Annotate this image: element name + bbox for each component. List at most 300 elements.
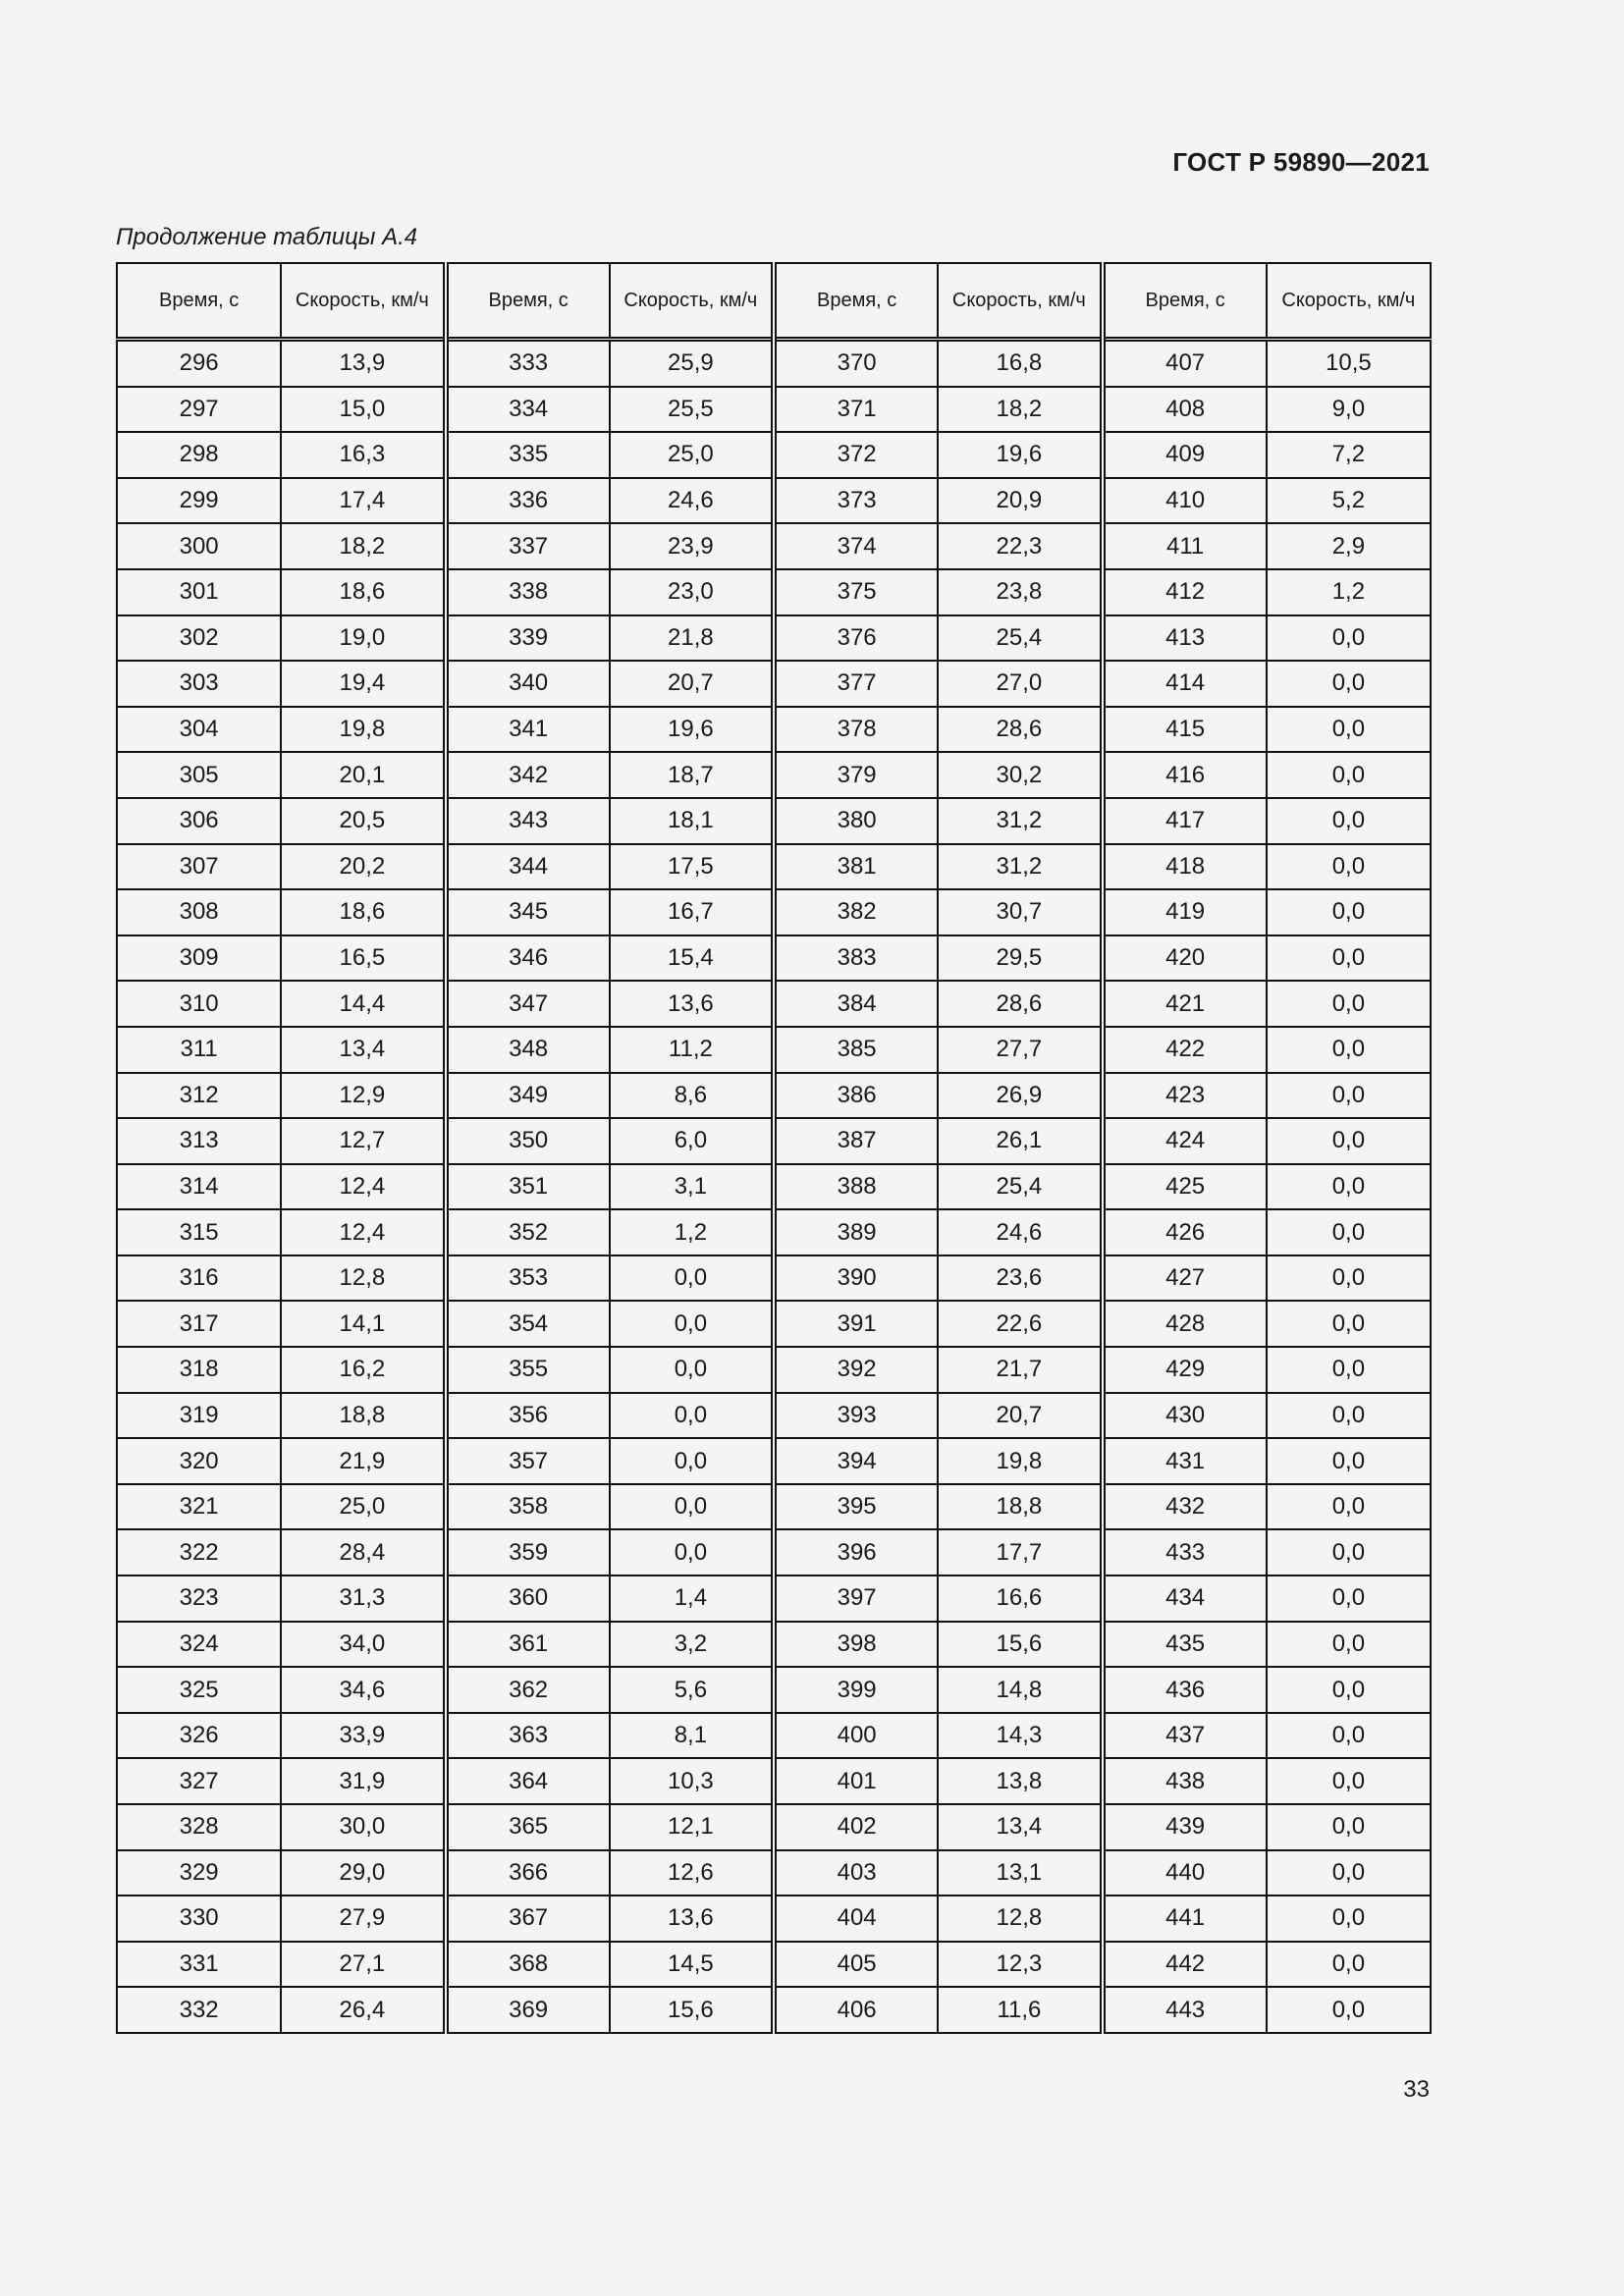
cell-time: 326 [117,1713,281,1759]
cell-speed: 21,7 [938,1347,1102,1393]
cell-time: 403 [774,1850,938,1896]
cell-time: 301 [117,569,281,615]
cell-speed: 0,0 [1267,1896,1431,1942]
cell-speed: 18,2 [281,523,445,569]
cell-time: 317 [117,1301,281,1347]
cell-speed: 31,9 [281,1758,445,1804]
cell-speed: 19,6 [610,707,774,753]
cell-speed: 27,7 [938,1027,1102,1073]
cell-speed: 3,2 [610,1622,774,1668]
cell-time: 405 [774,1942,938,1988]
cell-speed: 23,9 [610,523,774,569]
cell-time: 434 [1103,1575,1267,1622]
cell-time: 347 [446,981,610,1027]
cell-time: 430 [1103,1393,1267,1439]
cell-time: 422 [1103,1027,1267,1073]
cell-speed: 16,2 [281,1347,445,1393]
cell-speed: 25,4 [938,1164,1102,1210]
cell-speed: 34,6 [281,1667,445,1713]
cell-time: 319 [117,1393,281,1439]
cell-time: 388 [774,1164,938,1210]
cell-time: 429 [1103,1347,1267,1393]
table-row [117,569,1431,615]
cell-time: 439 [1103,1804,1267,1850]
cell-time: 351 [446,1164,610,1210]
cell-time: 364 [446,1758,610,1804]
cell-speed: 25,0 [610,432,774,478]
cell-speed: 0,0 [1267,935,1431,982]
cell-time: 313 [117,1118,281,1164]
table-row [117,844,1431,890]
cell-time: 321 [117,1484,281,1530]
cell-speed: 0,0 [1267,1942,1431,1988]
cell-speed: 29,0 [281,1850,445,1896]
cell-time: 327 [117,1758,281,1804]
cell-time: 416 [1103,752,1267,798]
table-row [117,1622,1431,1668]
cell-speed: 21,8 [610,615,774,662]
cell-speed: 0,0 [1267,752,1431,798]
cell-time: 325 [117,1667,281,1713]
table-row [117,1347,1431,1393]
cell-speed: 11,6 [938,1987,1102,2033]
cell-time: 379 [774,752,938,798]
cell-time: 332 [117,1987,281,2033]
table-row [117,1850,1431,1896]
cell-speed: 12,4 [281,1164,445,1210]
cell-speed: 17,7 [938,1529,1102,1575]
cell-time: 303 [117,661,281,707]
cell-time: 427 [1103,1255,1267,1302]
cell-time: 404 [774,1896,938,1942]
cell-time: 394 [774,1438,938,1484]
cell-speed: 10,3 [610,1758,774,1804]
cell-time: 365 [446,1804,610,1850]
header-time: Время, с [774,263,938,340]
table-row [117,1942,1431,1988]
cell-speed: 0,0 [1267,798,1431,844]
cell-speed: 24,6 [938,1209,1102,1255]
cell-time: 415 [1103,707,1267,753]
cell-speed: 12,7 [281,1118,445,1164]
table-row [117,1713,1431,1759]
cell-time: 369 [446,1987,610,2033]
cell-time: 374 [774,523,938,569]
table-row [117,1255,1431,1302]
cell-time: 308 [117,889,281,935]
cell-time: 375 [774,569,938,615]
cell-speed: 7,2 [1267,432,1431,478]
cell-speed: 9,0 [1267,387,1431,433]
cell-speed: 0,0 [1267,615,1431,662]
cell-speed: 12,6 [610,1850,774,1896]
cell-speed: 8,1 [610,1713,774,1759]
cell-time: 420 [1103,935,1267,982]
table-row [117,1575,1431,1622]
cell-time: 362 [446,1667,610,1713]
cell-speed: 1,2 [610,1209,774,1255]
cell-time: 367 [446,1896,610,1942]
cell-speed: 19,6 [938,432,1102,478]
cell-speed: 0,0 [1267,661,1431,707]
cell-time: 407 [1103,340,1267,387]
cell-time: 431 [1103,1438,1267,1484]
cell-speed: 0,0 [610,1529,774,1575]
cell-speed: 0,0 [610,1255,774,1302]
cell-time: 389 [774,1209,938,1255]
header-time: Время, с [446,263,610,340]
cell-speed: 5,6 [610,1667,774,1713]
cell-time: 335 [446,432,610,478]
cell-speed: 14,8 [938,1667,1102,1713]
cell-time: 307 [117,844,281,890]
cell-speed: 0,0 [1267,1575,1431,1622]
cell-time: 299 [117,478,281,524]
cell-speed: 28,4 [281,1529,445,1575]
cell-time: 413 [1103,615,1267,662]
cell-time: 409 [1103,432,1267,478]
cell-time: 384 [774,981,938,1027]
cell-speed: 0,0 [1267,1804,1431,1850]
cell-speed: 16,8 [938,340,1102,387]
cell-speed: 28,6 [938,981,1102,1027]
cell-speed: 16,7 [610,889,774,935]
cell-speed: 16,6 [938,1575,1102,1622]
cell-time: 406 [774,1987,938,2033]
data-table-container [116,262,1430,2034]
header-time: Время, с [1103,263,1267,340]
cell-speed: 0,0 [1267,1484,1431,1530]
cell-time: 412 [1103,569,1267,615]
cell-speed: 31,3 [281,1575,445,1622]
cell-time: 418 [1103,844,1267,890]
cell-time: 336 [446,478,610,524]
cell-time: 440 [1103,1850,1267,1896]
cell-speed: 19,4 [281,661,445,707]
cell-time: 361 [446,1622,610,1668]
cell-time: 408 [1103,387,1267,433]
cell-speed: 25,9 [610,340,774,387]
cell-speed: 5,2 [1267,478,1431,524]
cell-time: 344 [446,844,610,890]
cell-speed: 28,6 [938,707,1102,753]
table-row [117,1073,1431,1119]
cell-time: 397 [774,1575,938,1622]
table-header-row [117,263,1431,340]
table-row [117,478,1431,524]
cell-speed: 24,6 [610,478,774,524]
cell-speed: 15,6 [938,1622,1102,1668]
cell-speed: 0,0 [1267,889,1431,935]
cell-speed: 18,1 [610,798,774,844]
cell-time: 333 [446,340,610,387]
cell-speed: 26,1 [938,1118,1102,1164]
cell-time: 302 [117,615,281,662]
cell-speed: 18,6 [281,889,445,935]
cell-time: 414 [1103,661,1267,707]
cell-time: 410 [1103,478,1267,524]
cell-speed: 0,0 [1267,1209,1431,1255]
cell-speed: 20,1 [281,752,445,798]
cell-time: 312 [117,1073,281,1119]
cell-speed: 20,7 [610,661,774,707]
cell-time: 345 [446,889,610,935]
table-row [117,1301,1431,1347]
cell-speed: 29,5 [938,935,1102,982]
cell-speed: 12,8 [938,1896,1102,1942]
cell-time: 392 [774,1347,938,1393]
cell-time: 311 [117,1027,281,1073]
cell-speed: 16,5 [281,935,445,982]
cell-time: 376 [774,615,938,662]
cell-time: 328 [117,1804,281,1850]
cell-speed: 0,0 [1267,1118,1431,1164]
time-speed-table [116,262,1432,2034]
cell-time: 323 [117,1575,281,1622]
cell-time: 417 [1103,798,1267,844]
cell-time: 372 [774,432,938,478]
cell-speed: 18,6 [281,569,445,615]
cell-time: 318 [117,1347,281,1393]
cell-speed: 12,8 [281,1255,445,1302]
cell-time: 426 [1103,1209,1267,1255]
cell-speed: 27,1 [281,1942,445,1988]
cell-time: 337 [446,523,610,569]
cell-time: 298 [117,432,281,478]
header-speed: Скорость, км/ч [1267,263,1431,340]
cell-time: 358 [446,1484,610,1530]
cell-speed: 0,0 [1267,707,1431,753]
cell-speed: 13,4 [281,1027,445,1073]
table-row [117,1027,1431,1073]
cell-speed: 14,1 [281,1301,445,1347]
cell-time: 349 [446,1073,610,1119]
cell-speed: 3,1 [610,1164,774,1210]
table-row [117,707,1431,753]
cell-time: 366 [446,1850,610,1896]
cell-time: 297 [117,387,281,433]
cell-time: 421 [1103,981,1267,1027]
cell-speed: 6,0 [610,1118,774,1164]
cell-time: 338 [446,569,610,615]
cell-time: 341 [446,707,610,753]
cell-time: 357 [446,1438,610,1484]
cell-speed: 0,0 [1267,1438,1431,1484]
cell-speed: 0,0 [1267,1850,1431,1896]
cell-time: 442 [1103,1942,1267,1988]
cell-speed: 20,7 [938,1393,1102,1439]
cell-speed: 15,6 [610,1987,774,2033]
cell-speed: 18,8 [938,1484,1102,1530]
cell-time: 355 [446,1347,610,1393]
cell-time: 425 [1103,1164,1267,1210]
cell-time: 378 [774,707,938,753]
cell-speed: 0,0 [1267,1393,1431,1439]
cell-time: 432 [1103,1484,1267,1530]
cell-speed: 31,2 [938,844,1102,890]
cell-time: 296 [117,340,281,387]
cell-speed: 1,4 [610,1575,774,1622]
cell-speed: 34,0 [281,1622,445,1668]
table-row [117,981,1431,1027]
table-row [117,1529,1431,1575]
cell-time: 304 [117,707,281,753]
cell-time: 395 [774,1484,938,1530]
cell-speed: 33,9 [281,1713,445,1759]
cell-speed: 13,4 [938,1804,1102,1850]
table-row [117,340,1431,387]
cell-speed: 31,2 [938,798,1102,844]
cell-time: 443 [1103,1987,1267,2033]
table-row [117,752,1431,798]
cell-speed: 26,9 [938,1073,1102,1119]
cell-time: 305 [117,752,281,798]
cell-time: 398 [774,1622,938,1668]
cell-time: 433 [1103,1529,1267,1575]
cell-time: 411 [1103,523,1267,569]
cell-time: 371 [774,387,938,433]
cell-speed: 20,5 [281,798,445,844]
cell-time: 391 [774,1301,938,1347]
cell-time: 350 [446,1118,610,1164]
cell-time: 381 [774,844,938,890]
table-row [117,661,1431,707]
cell-time: 393 [774,1393,938,1439]
cell-time: 334 [446,387,610,433]
cell-speed: 2,9 [1267,523,1431,569]
cell-time: 373 [774,478,938,524]
table-row [117,798,1431,844]
cell-time: 428 [1103,1301,1267,1347]
cell-speed: 25,5 [610,387,774,433]
cell-time: 363 [446,1713,610,1759]
cell-speed: 19,8 [938,1438,1102,1484]
cell-time: 401 [774,1758,938,1804]
page-number: 33 [1403,2076,1430,2103]
cell-speed: 1,2 [1267,569,1431,615]
cell-time: 352 [446,1209,610,1255]
cell-time: 423 [1103,1073,1267,1119]
cell-time: 436 [1103,1667,1267,1713]
cell-speed: 30,2 [938,752,1102,798]
cell-speed: 0,0 [1267,1073,1431,1119]
cell-speed: 0,0 [610,1438,774,1484]
cell-time: 396 [774,1529,938,1575]
cell-time: 400 [774,1713,938,1759]
table-row [117,1484,1431,1530]
cell-speed: 14,3 [938,1713,1102,1759]
cell-speed: 12,1 [610,1804,774,1850]
cell-time: 310 [117,981,281,1027]
header-speed: Скорость, км/ч [281,263,445,340]
table-row [117,615,1431,662]
cell-speed: 0,0 [1267,844,1431,890]
table-row [117,1438,1431,1484]
cell-time: 383 [774,935,938,982]
cell-time: 309 [117,935,281,982]
header-time: Время, с [117,263,281,340]
cell-time: 300 [117,523,281,569]
cell-speed: 0,0 [1267,1027,1431,1073]
table-row [117,935,1431,982]
cell-speed: 14,5 [610,1942,774,1988]
table-row [117,1667,1431,1713]
document-code: ГОСТ Р 59890—2021 [1172,147,1430,177]
cell-speed: 16,3 [281,432,445,478]
cell-time: 314 [117,1164,281,1210]
cell-speed: 12,3 [938,1942,1102,1988]
table-row [117,1164,1431,1210]
table-row [117,523,1431,569]
cell-speed: 15,4 [610,935,774,982]
cell-time: 330 [117,1896,281,1942]
cell-speed: 27,0 [938,661,1102,707]
cell-time: 377 [774,661,938,707]
cell-speed: 13,6 [610,1896,774,1942]
cell-speed: 19,8 [281,707,445,753]
cell-speed: 25,4 [938,615,1102,662]
cell-speed: 0,0 [1267,1987,1431,2033]
cell-time: 387 [774,1118,938,1164]
cell-speed: 0,0 [1267,1301,1431,1347]
cell-speed: 0,0 [1267,1255,1431,1302]
cell-time: 435 [1103,1622,1267,1668]
table-row [117,387,1431,433]
cell-speed: 0,0 [610,1301,774,1347]
cell-time: 342 [446,752,610,798]
cell-time: 399 [774,1667,938,1713]
cell-time: 343 [446,798,610,844]
cell-time: 315 [117,1209,281,1255]
table-row [117,1987,1431,2033]
cell-speed: 0,0 [1267,1164,1431,1210]
table-row [117,1118,1431,1164]
cell-speed: 0,0 [610,1347,774,1393]
cell-speed: 21,9 [281,1438,445,1484]
cell-time: 390 [774,1255,938,1302]
table-caption: Продолжение таблицы А.4 [116,224,418,250]
cell-speed: 30,7 [938,889,1102,935]
cell-time: 385 [774,1027,938,1073]
cell-time: 380 [774,798,938,844]
cell-time: 324 [117,1622,281,1668]
cell-speed: 27,9 [281,1896,445,1942]
cell-speed: 0,0 [610,1484,774,1530]
cell-speed: 13,9 [281,340,445,387]
cell-speed: 0,0 [1267,1713,1431,1759]
cell-speed: 12,4 [281,1209,445,1255]
table-row [117,432,1431,478]
cell-speed: 0,0 [1267,1529,1431,1575]
cell-time: 424 [1103,1118,1267,1164]
cell-time: 322 [117,1529,281,1575]
cell-time: 329 [117,1850,281,1896]
cell-time: 320 [117,1438,281,1484]
cell-speed: 18,2 [938,387,1102,433]
cell-speed: 10,5 [1267,340,1431,387]
header-speed: Скорость, км/ч [938,263,1102,340]
cell-time: 368 [446,1942,610,1988]
cell-speed: 13,8 [938,1758,1102,1804]
cell-time: 419 [1103,889,1267,935]
table-row [117,1209,1431,1255]
cell-speed: 20,2 [281,844,445,890]
cell-speed: 13,1 [938,1850,1102,1896]
cell-time: 438 [1103,1758,1267,1804]
cell-speed: 15,0 [281,387,445,433]
cell-time: 370 [774,340,938,387]
cell-speed: 19,0 [281,615,445,662]
